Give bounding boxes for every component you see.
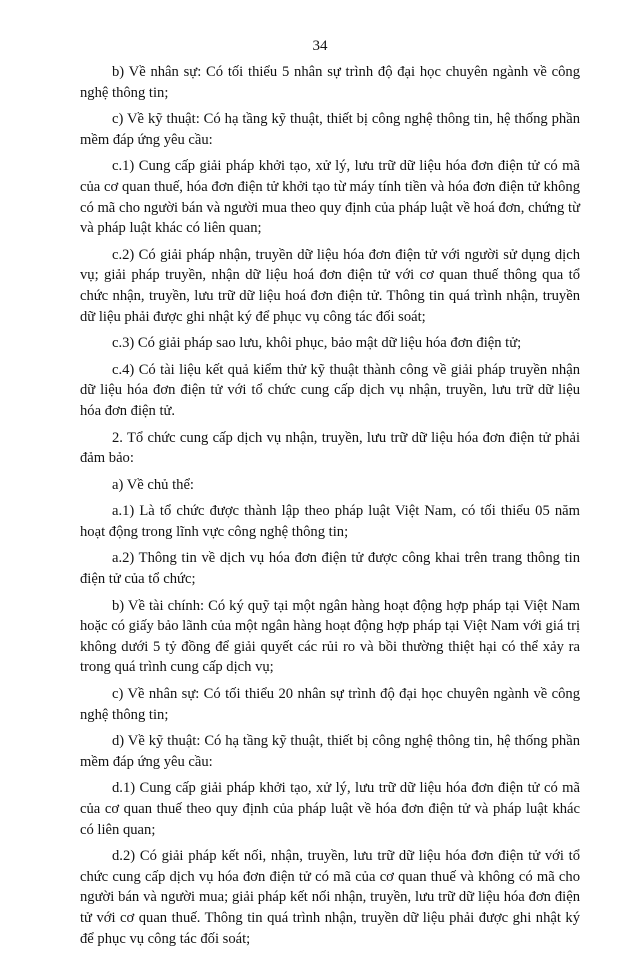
paragraph-d1: d.1) Cung cấp giải pháp khởi tạo, xử lý, lưu trữ dữ liệu hóa đơn điện tử có mã của cơ quan thuế theo quy định của pháp luật về hóa đơn điện tử và pháp luật khác có liên quan; xyxy=(80,780,580,838)
paragraph-b-personnel: b) Về nhân sự: Có tối thiểu 5 nhân sự trình độ đại học chuyên ngành về công nghệ thông tin; xyxy=(80,64,580,101)
paragraph-b-finance: b) Về tài chính: Có ký quỹ tại một ngân hàng hoạt động hợp pháp tại Việt Nam hoặc có giấy bảo lãnh của một ngân hàng hoạt động hợp pháp tại Việt Nam với giá trị không dưới 5 tỷ đồng để giải quyết các rủi ro và bồi thường thiệt hại có thể xảy ra trong quá trình cung cấp dịch vụ; xyxy=(80,597,580,676)
paragraph-c-personnel: c) Về nhân sự: Có tối thiểu 20 nhân sự trình độ đại học chuyên ngành về công nghệ thông tin; xyxy=(80,686,580,723)
page-number: 34 xyxy=(312,38,328,54)
document-body xyxy=(80,62,580,955)
paragraph-c3: c.3) Có giải pháp sao lưu, khôi phục, bảo mật dữ liệu hóa đơn điện tử; xyxy=(112,335,522,352)
paragraph-a-entity: a) Về chủ thể: xyxy=(112,476,194,493)
paragraph-2-requirements: 2. Tổ chức cung cấp dịch vụ nhận, truyền, lưu trữ dữ liệu hóa đơn điện tử phải đảm bảo: xyxy=(80,429,580,467)
paragraph-d2: d.2) Có giải pháp kết nối, nhận, truyền, lưu trữ dữ liệu hóa đơn điện tử với tổ chức cung cấp dịch vụ hóa đơn điện tử có mã của cơ quan thuế và không có mã cho người bán và người mua; giải pháp kết nối nhận, truyền, lưu trữ dữ liệu hóa đơn điện tử với cơ quan thuế. Thông tin quá trình nhận, truyền dữ liệu phải được ghi nhật ký để phục vụ công tác đối soát; xyxy=(80,848,580,947)
paragraph-d-technical: d) Về kỹ thuật: Có hạ tầng kỹ thuật, thiết bị công nghệ thông tin, hệ thống phần mềm đáp ứng yêu cầu: xyxy=(80,733,580,770)
paragraph-c2: c.2) Có giải pháp nhận, truyền dữ liệu hóa đơn điện tử với người sử dụng dịch vụ; giải pháp truyền, nhận dữ liệu hoá đơn điện tử với cơ quan thuế thông qua tổ chức nhận, truyền, lưu trữ dữ liệu hoá đơn điện tử. Thông tin quá trình nhận, truyền dữ liệu phải được ghi nhật ký để phục vụ công tác đối soát; xyxy=(80,246,580,325)
paragraph-a2: a.2) Thông tin về dịch vụ hóa đơn điện tử được công khai trên trang thông tin điện tử của tổ chức; xyxy=(80,550,580,588)
paragraph-a1: a.1) Là tổ chức được thành lập theo pháp luật Việt Nam, có tối thiểu 05 năm hoạt động trong lĩnh vực công nghệ thông tin; xyxy=(80,503,580,540)
paragraph-c-technical: c) Về kỹ thuật: Có hạ tầng kỹ thuật, thiết bị công nghệ thông tin, hệ thống phần mềm đáp ứng yêu cầu: xyxy=(80,111,580,148)
paragraph-c4: c.4) Có tài liệu kết quả kiểm thử kỹ thuật thành công về giải pháp truyền nhận dữ liệu hóa đơn điện tử với tổ chức cung cấp dịch vụ nhận, truyền, lưu trữ dữ liệu hóa đơn điện tử. xyxy=(80,361,580,419)
paragraph-c1: c.1) Cung cấp giải pháp khởi tạo, xử lý, lưu trữ dữ liệu hóa đơn điện tử có mã của cơ quan thuế, hóa đơn điện tử khởi tạo từ máy tính tiền và hóa đơn điện tử không có mã cho người bán và người mua theo quy định của pháp luật về hoá đơn, chứng từ và pháp luật khác có liên quan; xyxy=(80,158,580,237)
